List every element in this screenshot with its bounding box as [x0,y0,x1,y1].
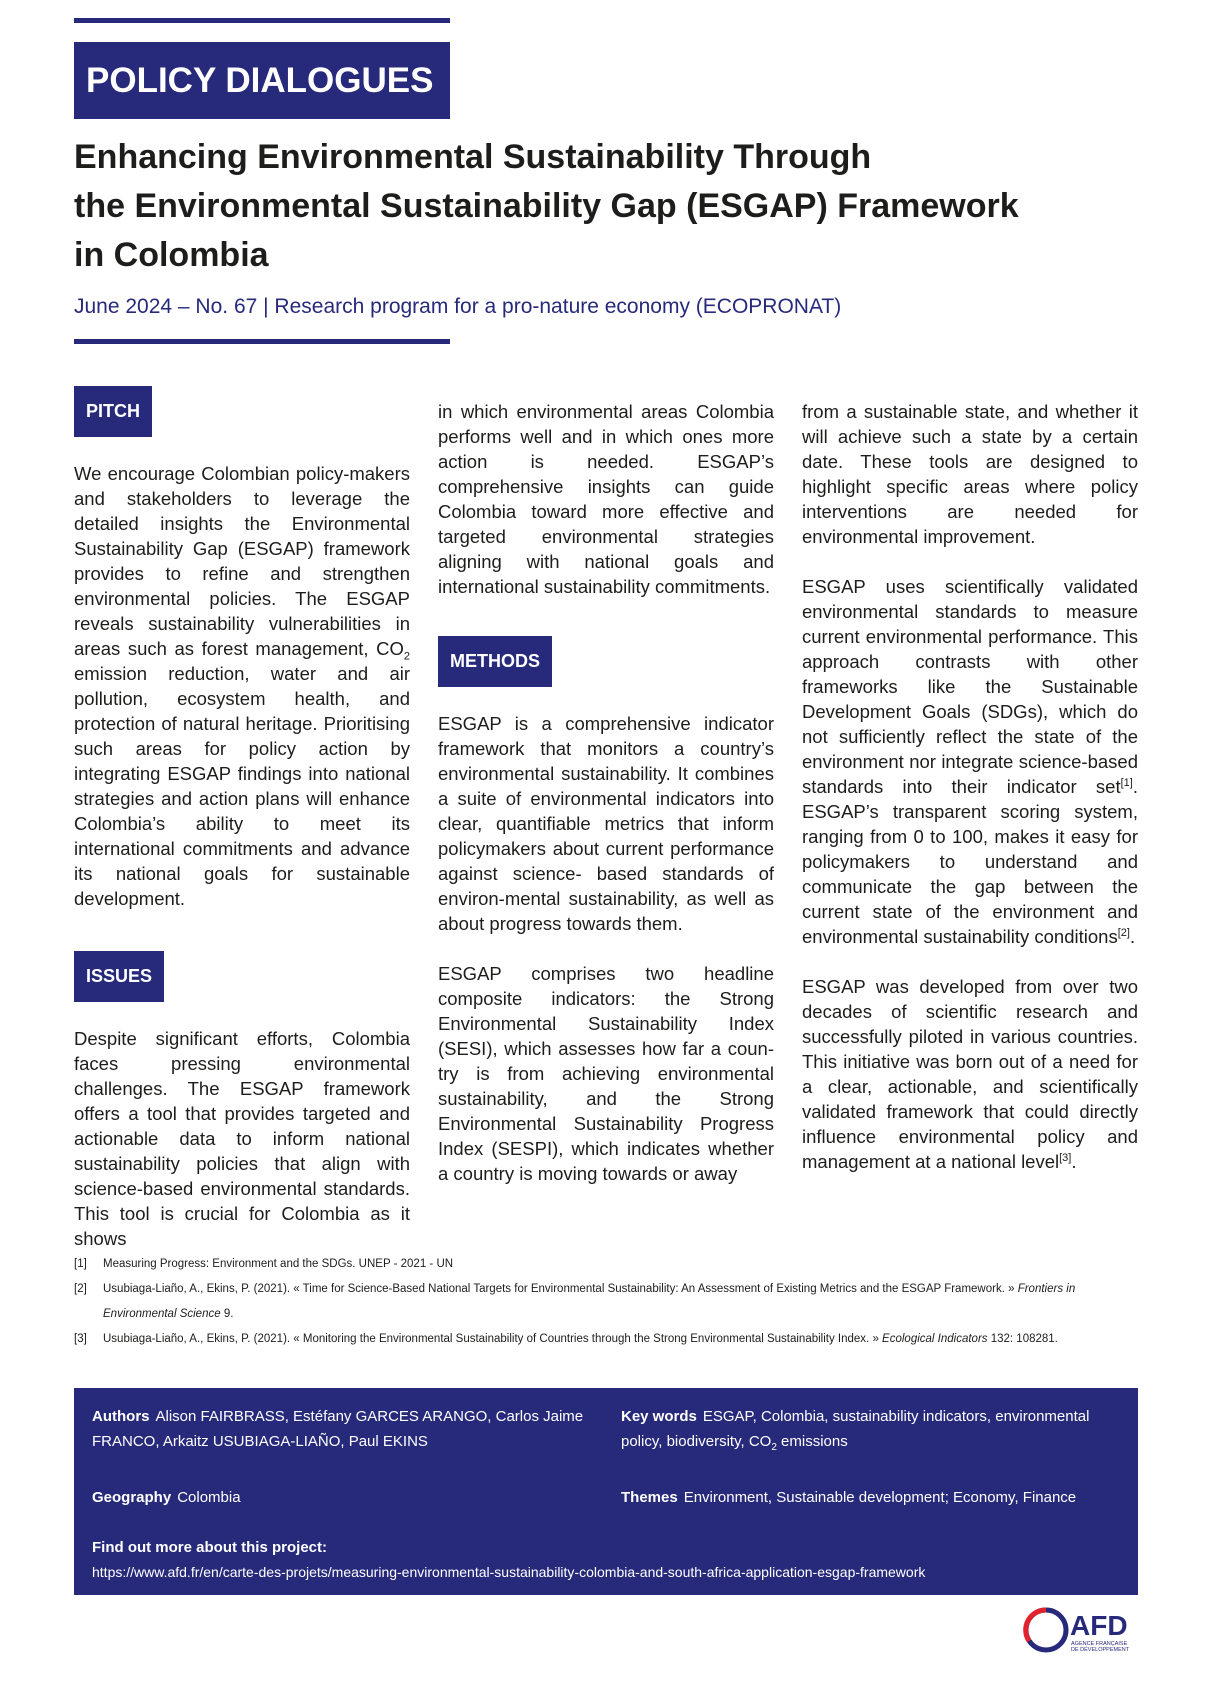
afd-logo [1022,1605,1140,1655]
footnote-number: [3] [74,1333,87,1345]
methods-label: METHODS [438,636,552,687]
paragraph-text-part: ESGAP was developed from over two decades of scientific research and successfully piloted in various countries. This initiative was born out of a need for a clear, actionable, and scientifically validated framework that could directly influence environmental policy and management at a national level [802,976,1138,1172]
journal-title: Frontiers in Environmental Science [103,1283,1076,1320]
footnote [74,1252,1114,1277]
footnote-text [103,1327,1114,1352]
afd-tagline: DE DÉVELOPPEMENT [1071,1647,1130,1653]
issues-text-continued: in which environmental areas Colombia performs well and in which ones more action is needed. ESGAP’s comprehensive insights can guide Colombia toward more effective and targeted environmental strategies aligning with national goals and international sustainability commitments. [438,401,774,597]
page-title [74,133,1074,280]
co2-subscript: 2 [771,1442,777,1453]
footnote-text-part: Usubiaga-Liaño, A., Ekins, P. (2021). « Time for Science-Based National Targets for Environmental Sustainability: An Assessment of Existing Metrics and the ESGAP Framework. » [103,1283,1018,1295]
keywords-value-end: emissions [776,1433,848,1450]
geography-field [92,1485,621,1510]
methods-paragraph-3 [802,574,1138,949]
footnote-ref[interactable]: [1] [1120,776,1133,789]
afd-logo-text: AFD [1070,1610,1128,1641]
footnote-text-part: Usubiaga-Liaño, A., Ekins, P. (2021). « Monitoring the Environmental Sustainability of Countries through the Strong Environmental Sustainability Index. » [103,1333,883,1345]
footnote-text-part: 132: 108281. [987,1333,1058,1345]
column-3 [802,399,1138,1174]
paragraph-text-part: . ESGAP’s transparent scoring system, ranging from 0 to 100, makes it easy for policymakers to understand and communicate the gap between the current state of the environment and environmental sustainability conditions [802,776,1138,947]
issue-subtitle: June 2024 – No. 67 | Research program for a pro-nature economy (ECOPRONAT) [74,295,842,318]
footnotes [74,1252,1114,1352]
column-2 [438,399,774,1186]
title-line: in Colombia [74,236,269,274]
themes-value: Environment, Sustainable development; Economy, Finance [683,1489,1077,1506]
issues-label: ISSUES [74,951,164,1002]
subtitle-rule [74,339,450,344]
methods-paragraph-2: ESGAP comprises two headline composite indicators: the Strong Environmental Sustainability Index (SESI), which assesses how far a coun-try is from achieving environmental sustainability, and the Strong Environmental Sustainability Progress Index (SESPI), which indicates whether a country is moving towards or away [438,963,774,1184]
footnote-text [103,1277,1114,1327]
authors-value: Alison FAIRBRASS, Estéfany GARCES ARANGO, Carlos Jaime FRANCO, Arkaitz USUBIAGA-LIAÑO, Paul EKINS [92,1408,584,1450]
footnote-text-part: Measuring Progress: Environment and the SDGs. UNEP - 2021 - UN [103,1258,454,1270]
top-rule [74,18,450,23]
afd-tagline: AGENCE FRANÇAISE [1071,1641,1128,1647]
methods-paragraph-2-continued: from a sustainable state, and whether it will achieve such a state by a certain date. These tools are designed to highlight specific areas where policy interventions are needed for environmental improvement. [802,401,1138,547]
title-line: Enhancing Environmental Sustainability Through [74,138,872,176]
themes-label: Themes [621,1489,678,1506]
afd-logo-mark [1022,1605,1140,1655]
title-line: the Environmental Sustainability Gap (ESGAP) Framework [74,187,1019,225]
geography-label: Geography [92,1489,172,1506]
journal-title: Ecological Indicators [882,1333,988,1345]
footnote-number: [2] [74,1283,87,1295]
methods-paragraph-4 [802,974,1138,1174]
issues-text: Despite significant efforts, Colombia faces pressing environmental challenges. The ESGAP framework offers a tool that provides targeted and actionable data to inform national sustainability policies that align with science-based environmental standards. This tool is crucial for Colombia as it shows [74,1028,410,1249]
themes-field [621,1485,1121,1510]
pitch-label: PITCH [74,386,152,437]
geography-value: Colombia [177,1489,241,1506]
keywords-field [621,1404,1121,1460]
pitch-text [74,461,410,911]
keywords-value: ESGAP, Colombia, sustainability indicators, environmental policy, biodiversity, CO [621,1408,1090,1450]
policy-dialogues-banner: POLICY DIALOGUES [74,42,450,119]
pitch-text-part: emission reduction, water and air pollution, ecosystem health, and protection of natural heritage. Prioritising such areas for policy action by integrating ESGAP findings into national strategies and action plans will enhance Colombia’s ability to meet its international commitments and advance its national goals for sustainable development. [74,663,410,909]
paragraph-text-part: . [1071,1151,1077,1172]
footnote-ref[interactable]: [3] [1059,1151,1072,1164]
pitch-text-part: We encourage Colombian policy-makers and stakeholders to leverage the detailed insights the Environmental Sustainability Gap (ESGAP) framework provides to refine and strengthen environmental policies. The ESGAP reveals sustainability vulnerabilities in areas such as forest management, CO [74,463,410,659]
find-out-more-label: Find out more about this project: [92,1539,327,1556]
footnote-ref[interactable]: [2] [1117,926,1130,939]
authors-field [92,1404,621,1460]
paragraph-text-part: . [1129,926,1136,947]
footnote-text-part: 9. [220,1308,234,1320]
co2-subscript: 2 [403,650,410,663]
project-info-box [74,1388,1138,1595]
footnote-number: [1] [74,1258,87,1270]
paragraph-text-part: ESGAP uses scientifically validated environmental standards to measure current environmental performance. This approach contrasts with other frameworks like the Sustainable Development Goals (SDGs), which do not sufficiently reflect the state of the environment nor integrate science-based standards into their indicator set [802,576,1138,797]
methods-paragraph-1: ESGAP is a comprehensive indicator framework that monitors a country’s environmental sustainability. It combines a suite of environmental indicators into clear, quantifiable metrics that inform policymakers about current performance against science- based standards of environ-mental sustainability, as well as about progress towards them. [438,713,774,934]
footnote [74,1277,1114,1327]
authors-label: Authors [92,1408,150,1425]
footnote [74,1327,1114,1352]
footnote-text [103,1252,1114,1277]
column-1 [74,386,410,1251]
keywords-label: Key words [621,1408,697,1425]
project-url-link[interactable]: https://www.afd.fr/en/carte-des-projets/measuring-environmental-sustainability-colombia-and-south-africa-application-esgap-framework [92,1564,926,1580]
